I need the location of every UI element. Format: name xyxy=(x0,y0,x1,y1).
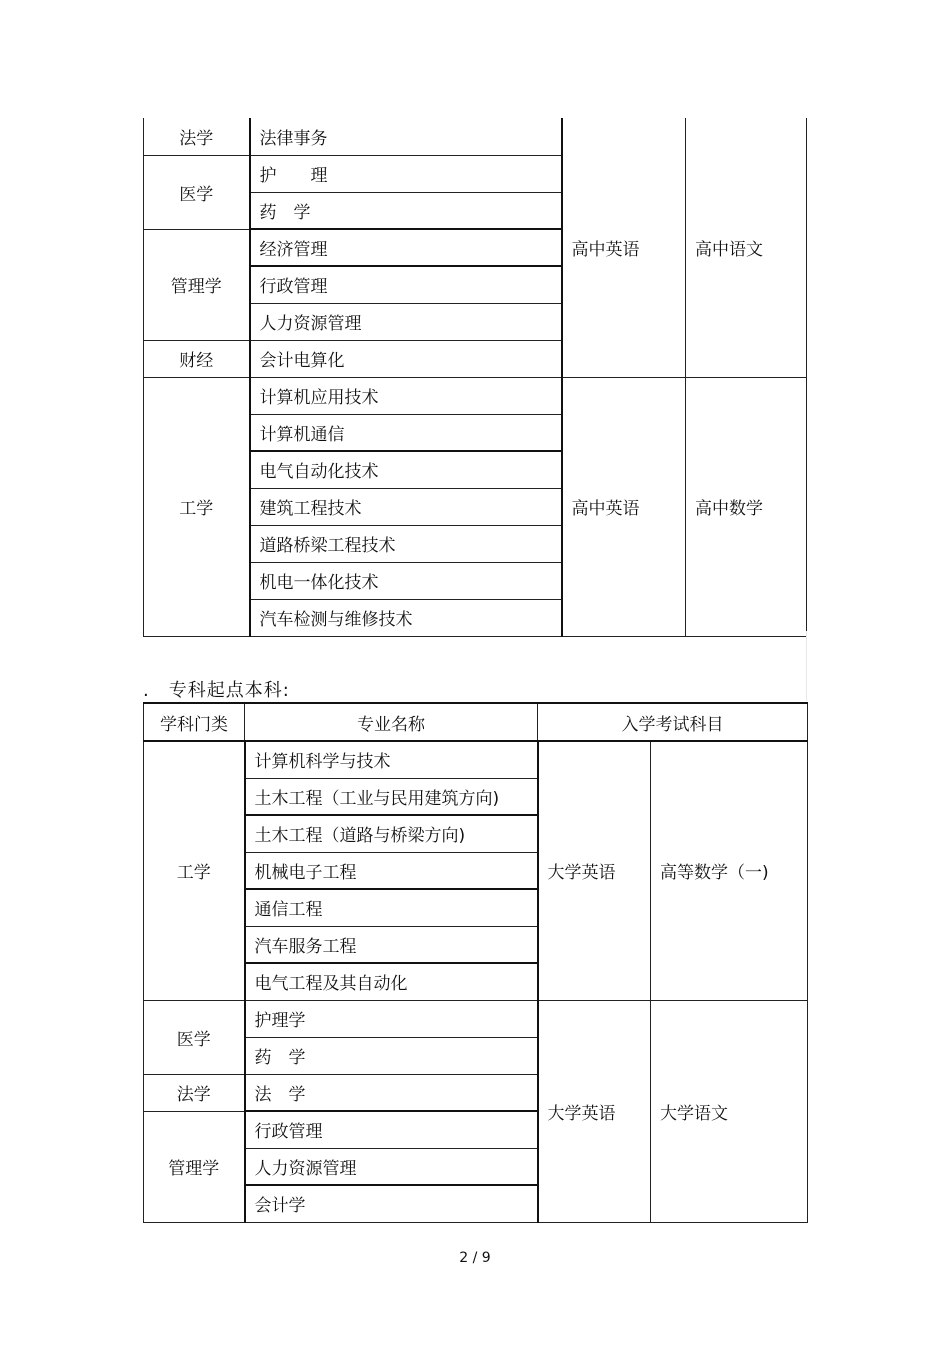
major-cell: 建筑工程技术 xyxy=(250,488,562,525)
category-cell: 法学 xyxy=(144,118,250,155)
major-cell: 人力资源管理 xyxy=(245,1148,538,1185)
faint-divider xyxy=(806,631,807,701)
major-cell: 行政管理 xyxy=(245,1111,538,1148)
major-cell: 行政管理 xyxy=(250,266,562,303)
major-cell: 药 学 xyxy=(250,192,562,229)
category-cell: 管理学 xyxy=(144,1111,245,1222)
exam-subject-cell: 大学语文 xyxy=(651,1000,808,1222)
majors-table-gaoqi xyxy=(143,118,807,637)
major-cell: 电气自动化技术 xyxy=(250,451,562,488)
category-cell: 财经 xyxy=(144,340,250,377)
category-cell: 医学 xyxy=(144,1000,245,1074)
major-cell: 土木工程（工业与民用建筑方向) xyxy=(245,778,538,815)
major-cell: 会计电算化 xyxy=(250,340,562,377)
exam-subject-cell: 高中数学 xyxy=(686,377,807,636)
exam-subject-cell: 高等数学（一) xyxy=(651,741,808,1000)
major-cell: 汽车检测与维修技术 xyxy=(250,599,562,636)
major-cell: 会计学 xyxy=(245,1185,538,1222)
category-cell: 工学 xyxy=(144,741,245,1000)
major-cell: 通信工程 xyxy=(245,889,538,926)
major-cell: 药 学 xyxy=(245,1037,538,1074)
major-cell: 机电一体化技术 xyxy=(250,562,562,599)
major-cell: 电气工程及其自动化 xyxy=(245,963,538,1000)
major-cell: 计算机通信 xyxy=(250,414,562,451)
major-cell: 法 学 xyxy=(245,1074,538,1111)
category-cell: 法学 xyxy=(144,1074,245,1111)
major-cell: 汽车服务工程 xyxy=(245,926,538,963)
exam-subject-cell: 大学英语 xyxy=(538,741,651,1000)
exam-subject-cell: 高中语文 xyxy=(686,118,807,377)
header-exam: 入学考试科目 xyxy=(538,703,808,741)
category-cell: 管理学 xyxy=(144,229,250,340)
major-cell: 法律事务 xyxy=(250,118,562,155)
major-cell: 经济管理 xyxy=(250,229,562,266)
major-cell: 计算机应用技术 xyxy=(250,377,562,414)
category-cell: 医学 xyxy=(144,155,250,229)
major-cell: 道路桥梁工程技术 xyxy=(250,525,562,562)
header-category: 学科门类 xyxy=(144,703,245,741)
major-cell: 护理学 xyxy=(245,1000,538,1037)
majors-table-zhuanshengben xyxy=(143,702,808,1223)
exam-subject-cell: 大学英语 xyxy=(538,1000,651,1222)
category-cell: 工学 xyxy=(144,377,250,636)
major-cell: 计算机科学与技术 xyxy=(245,741,538,778)
section-title: . 专科起点本科: xyxy=(143,680,290,701)
exam-subject-cell: 高中英语 xyxy=(562,377,686,636)
exam-subject-cell: 高中英语 xyxy=(562,118,686,377)
major-cell: 人力资源管理 xyxy=(250,303,562,340)
major-cell: 土木工程（道路与桥梁方向) xyxy=(245,815,538,852)
page-number: 2 / 9 xyxy=(459,1250,491,1266)
major-cell: 护 理 xyxy=(250,155,562,192)
major-cell: 机械电子工程 xyxy=(245,852,538,889)
header-major: 专业名称 xyxy=(245,703,538,741)
